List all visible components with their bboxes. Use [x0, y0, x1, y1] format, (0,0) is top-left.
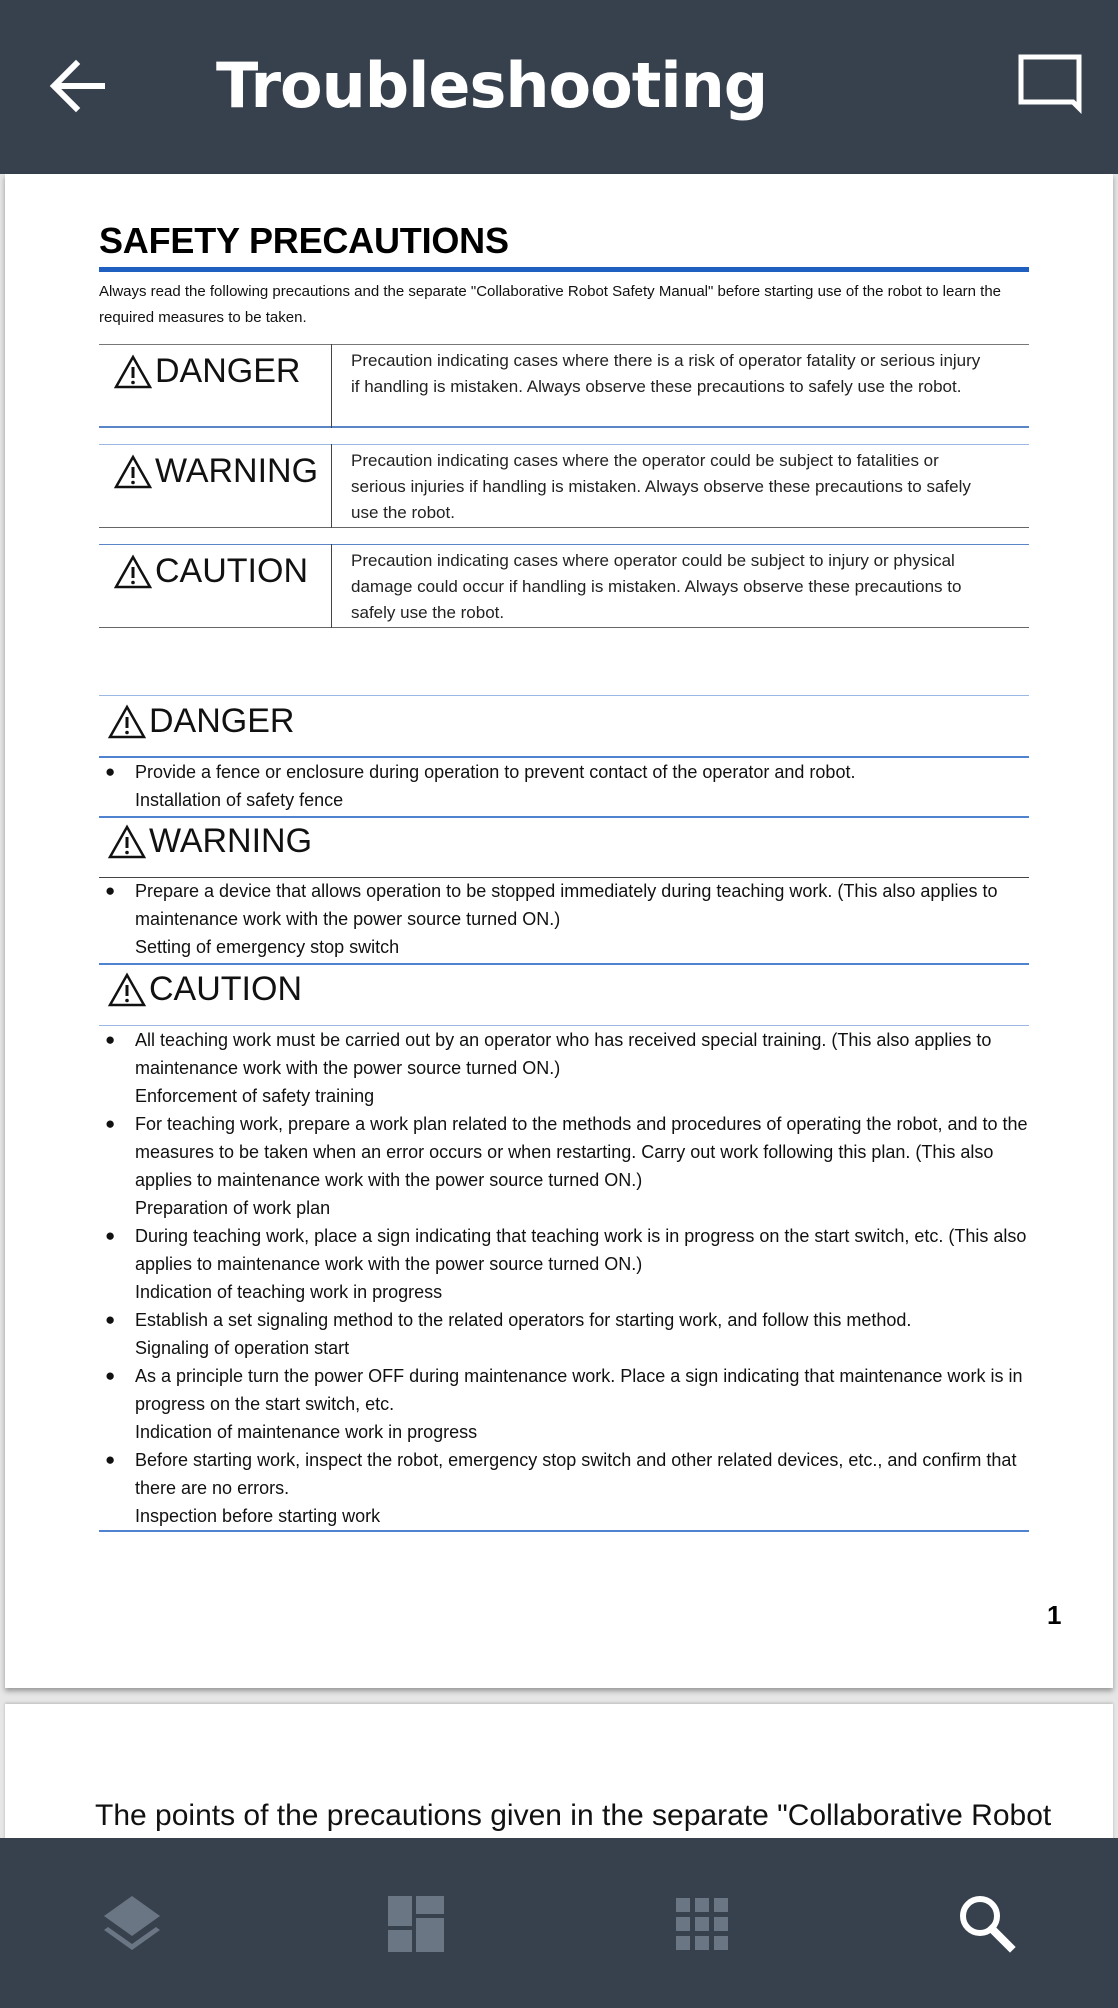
definition-label-text: DANGER: [155, 352, 301, 390]
document-page-1: [5, 174, 1113, 1688]
divider: [99, 963, 1029, 965]
warning-triangle-icon: [113, 354, 153, 390]
divider: [99, 816, 1029, 818]
list-item-text: Before starting work, inspect the robot, emergency stop switch and other related devices, etc., and confirm that there are no errors.: [135, 1450, 1017, 1498]
warning-list: [99, 877, 1029, 961]
definition-caution: [99, 544, 1029, 628]
definition-label-text: CAUTION: [155, 552, 308, 590]
bottom-toolbar: [0, 1838, 1118, 2008]
caution-list: [99, 1026, 1029, 1530]
warning-heading-text: WARNING: [149, 822, 313, 860]
list-item-subtitle: Preparation of work plan: [135, 1198, 331, 1218]
list-item: [99, 1306, 1029, 1362]
layers-button[interactable]: [94, 1886, 170, 1962]
list-item-subtitle: Indication of teaching work in progress: [135, 1282, 443, 1302]
heading-rule: [99, 267, 1029, 272]
list-item-text: Establish a set signaling method to the related operators for starting work, and follow this method.: [135, 1310, 912, 1330]
list-item-text: All teaching work must be carried out by an operator who has received special training. (This also applies to maintenance work with the power source turned ON.): [135, 1030, 992, 1078]
definition-label: [113, 552, 308, 591]
list-item: [99, 1026, 1029, 1110]
warning-triangle-icon: [113, 554, 153, 590]
list-item: [99, 1222, 1029, 1306]
list-item: [99, 877, 1029, 961]
definition-danger: [99, 344, 1029, 428]
search-button[interactable]: [948, 1886, 1024, 1962]
grid-icon: [664, 1886, 740, 1962]
thumbnails-button[interactable]: [378, 1886, 454, 1962]
definition-text: Precaution indicating cases where the operator could be subject to fatalities or serious injuries if handling is mistaken. Always observe these precautions to safely use the robot.: [351, 451, 971, 522]
warning-triangle-icon: [107, 704, 147, 740]
search-icon: [948, 1886, 1024, 1962]
list-item-subtitle: Setting of emergency stop switch: [135, 937, 400, 957]
list-item: [99, 1446, 1029, 1530]
definition-label: [113, 452, 318, 491]
warning-triangle-icon: [107, 824, 147, 860]
list-item: [99, 1362, 1029, 1446]
arrow-left-icon: [44, 52, 112, 120]
intro-text: Always read the following precautions and the separate "Collaborative Robot Safety Manual" before starting use of the robot to learn the required measures to be taken.: [99, 283, 1002, 326]
list-item-text: As a principle turn the power OFF during maintenance work. Place a sign indicating that maintenance work is in progress on the start switch, etc.: [135, 1366, 1023, 1414]
list-item-text: For teaching work, prepare a work plan related to the methods and procedures of operating the robot, and to the measures to be taken when an error occurs or when restarting. Carry out work following this plan. (This also applies to maintenance work with the power source turned ON.): [135, 1114, 1028, 1190]
top-app-bar: [0, 0, 1118, 174]
list-item-subtitle: Installation of safety fence: [135, 790, 344, 810]
grid-view-button[interactable]: [664, 1886, 740, 1962]
page-2-text: The points of the precautions given in the separate "Collaborative Robot: [95, 1799, 1052, 1832]
page-number: 1: [1047, 1600, 1062, 1630]
list-item-text: During teaching work, place a sign indicating that teaching work is in progress on the start switch, etc. (This also applies to maintenance work with the power source turned ON.): [135, 1226, 1027, 1274]
caution-heading: [107, 970, 302, 1009]
list-item-text: Prepare a device that allows operation to be stopped immediately during teaching work. (This also applies to maintenance work with the power source turned ON.): [135, 881, 998, 929]
back-button[interactable]: [44, 52, 112, 120]
list-item-subtitle: Enforcement of safety training: [135, 1086, 375, 1106]
list-item-text: Provide a fence or enclosure during operation to prevent contact of the operator and robot.: [135, 762, 856, 782]
dashboard-icon: [378, 1886, 454, 1962]
list-item: [99, 758, 1029, 814]
definition-text: Precaution indicating cases where there is a risk of operator fatality or serious injury if handling is mistaken. Always observe these precautions to safely use the robot.: [351, 351, 981, 396]
list-item-subtitle: Indication of maintenance work in progress: [135, 1422, 478, 1442]
warning-triangle-icon: [107, 972, 147, 1008]
divider: [99, 695, 1029, 696]
definition-text: Precaution indicating cases where operator could be subject to injury or physical damage could occur if handling is mistaken. Always observe these precautions to safely use the robot.: [351, 551, 962, 622]
page-title: Troubleshooting: [216, 49, 768, 122]
list-item-subtitle: Inspection before starting work: [135, 1506, 381, 1526]
caution-heading-text: CAUTION: [149, 970, 302, 1008]
layers-icon: [94, 1886, 170, 1962]
warning-heading: [107, 822, 312, 861]
definition-warning: [99, 444, 1029, 528]
warning-triangle-icon: [113, 454, 153, 490]
comment-icon: [1014, 50, 1086, 122]
danger-heading: [107, 702, 294, 741]
divider: [99, 1530, 1029, 1532]
danger-list: [99, 758, 1029, 814]
section-heading: SAFETY PRECAUTIONS: [99, 220, 509, 261]
comment-button[interactable]: [1014, 50, 1086, 122]
definition-label-text: WARNING: [155, 452, 319, 490]
list-item-subtitle: Signaling of operation start: [135, 1338, 350, 1358]
danger-heading-text: DANGER: [149, 702, 295, 740]
list-item: [99, 1110, 1029, 1222]
definition-label: [113, 352, 300, 391]
